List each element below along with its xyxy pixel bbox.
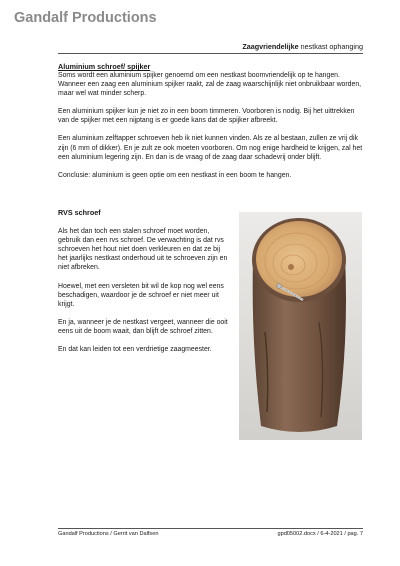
- log-illustration: [239, 212, 362, 440]
- log-with-screw-photo: [239, 212, 362, 440]
- rvs-paragraph-4: En dat kan leiden tot een verdrietige zaagmeester.: [58, 346, 212, 354]
- aluminium-paragraph-2: Een aluminium spijker kun je niet zo in een boom timmeren. Voorboren is nodig. Bij het uittrekken van de spijker met een nijptang is er goede kans dat de spijker afbreekt.: [58, 108, 355, 125]
- footer-right: gpd05002.docx / 6-4-2021 / pag. 7: [277, 531, 363, 537]
- aluminium-conclusion: Conclusie: aluminium is geen optie om een nestkast in een boom te hangen.: [58, 171, 292, 179]
- header-title-bold: Zaagvriendelijke: [242, 42, 299, 51]
- rvs-section: [58, 208, 230, 363]
- footer-left: Gandalf Productions / Gerrit van Dalfsen: [58, 531, 159, 537]
- aluminium-heading: Aluminium schroef/ spijker: [58, 62, 151, 71]
- aluminium-section: [58, 62, 363, 189]
- page-footer: [58, 528, 363, 537]
- rvs-paragraph-2: Hoewel, met een versleten bit wil de kop nog wel eens beschadigen, waardoor je de schroef er niet meer uit krijgt.: [58, 282, 224, 308]
- header-title-rest: nestkast ophanging: [298, 42, 363, 51]
- rvs-paragraph-1: Als het dan toch een stalen schroef moet worden, gebruik dan een rvs schroef. De verwachting is dat rvs schroeven het hout niet doen verkleuren en dat ze bij het jaarlijks nestkast onderhoud uit te schroeven zijn en niet afbreken.: [58, 228, 228, 272]
- rvs-paragraph-3: En ja, wanneer je de nestkast vergeet, wanneer die ooit eens uit de boom waait, dan blijft de schroef zitten.: [58, 318, 228, 335]
- log-center: [288, 264, 294, 270]
- aluminium-paragraph-3: Een aluminium zelftapper schroeven heb ik niet kunnen vinden. Als ze al bestaan, zullen ze vrij dik zijn (6 mm of dikker). En je zult ze ook moeten voorboren. Om nog enige hardheid te krijgen, zal het een aluminium legering zijn. En dan is de vraag of de zaag daar schadevrij onder blijft.: [58, 135, 363, 161]
- rvs-heading: RVS schroef: [58, 208, 101, 217]
- screw-head: [277, 284, 282, 289]
- page-header: [58, 42, 363, 54]
- brand-title: Gandalf Productions: [14, 10, 157, 26]
- aluminium-paragraph-1: Soms wordt een aluminium spijker genoemd om een nestkast boomvriendelijk op te hangen. Wanneer een zaag een aluminium spijker raakt, zal de zaag waarschijnlijk niet onbruikbaar worden, maar wel wat minder scherp.: [58, 72, 362, 98]
